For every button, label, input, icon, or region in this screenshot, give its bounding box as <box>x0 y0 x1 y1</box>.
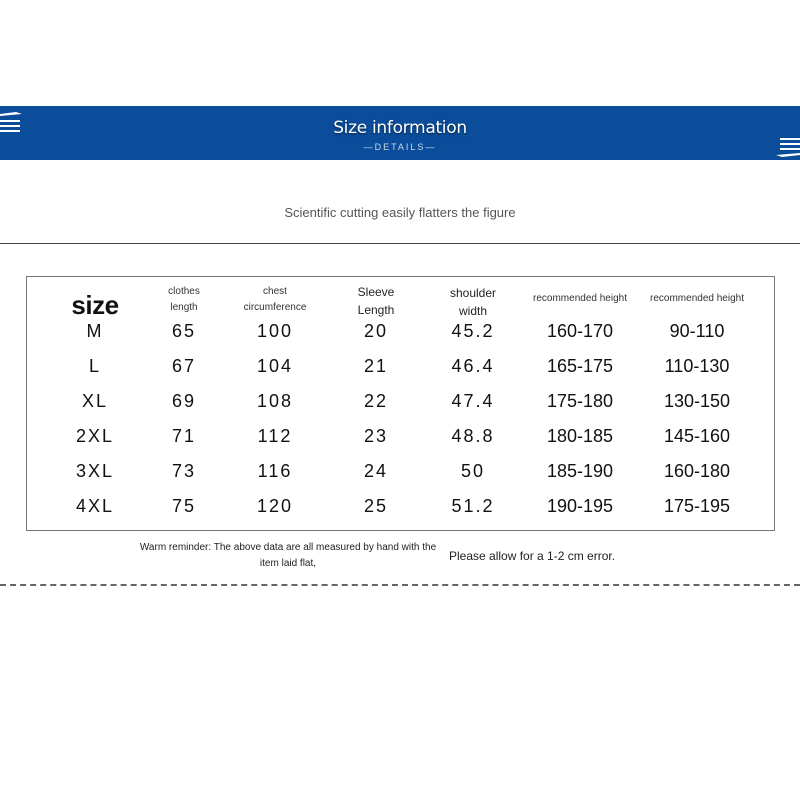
cell-height-1: 180-185 <box>546 426 614 446</box>
cell-height-2: 175-195 <box>663 496 731 516</box>
cell-size: 4XL <box>75 496 115 516</box>
header-height-1: recommended height <box>533 293 627 304</box>
stripes-right-icon <box>776 136 800 160</box>
cell-clothes-length: 65 <box>171 321 197 341</box>
cell-size: L <box>88 356 102 376</box>
cell-height-2: 145-160 <box>663 426 731 446</box>
header-height-2: recommended height <box>650 293 744 304</box>
cell-chest: 104 <box>256 356 294 376</box>
header-sleeve: Sleeve Length <box>357 285 395 317</box>
cell-clothes-length: 73 <box>171 461 197 481</box>
cell-size: XL <box>81 391 109 411</box>
cell-sleeve: 22 <box>363 391 389 411</box>
dashed-divider <box>0 584 800 586</box>
cell-height-1: 175-180 <box>546 391 614 411</box>
cell-height-1: 165-175 <box>546 356 614 376</box>
cell-shoulder: 45.2 <box>451 321 495 341</box>
cell-height-1: 185-190 <box>546 461 614 481</box>
header-chest: chest circumference <box>243 286 307 313</box>
cell-height-2: 90-110 <box>669 321 725 341</box>
cell-shoulder: 51.2 <box>451 496 495 516</box>
header-clothes-length: clothes length <box>168 286 200 313</box>
cell-sleeve: 24 <box>363 461 389 481</box>
header-shoulder: shoulder width <box>449 286 497 318</box>
divider-line <box>0 243 800 244</box>
header-banner <box>0 106 800 160</box>
cell-height-2: 160-180 <box>663 461 731 481</box>
cell-chest: 108 <box>256 391 294 411</box>
page-subtitle: —DETAILS— <box>363 142 437 152</box>
cell-sleeve: 21 <box>363 356 389 376</box>
cell-clothes-length: 69 <box>171 391 197 411</box>
cell-height-2: 110-130 <box>664 356 730 376</box>
cell-shoulder: 46.4 <box>451 356 495 376</box>
tagline: Scientific cutting easily flatters the figure <box>284 205 516 220</box>
cell-chest: 120 <box>256 496 294 516</box>
cell-size: 2XL <box>75 426 115 446</box>
cell-chest: 116 <box>257 461 293 481</box>
size-table <box>26 276 775 531</box>
cell-chest: 100 <box>256 321 294 341</box>
cell-clothes-length: 75 <box>171 496 197 516</box>
cell-size: 3XL <box>75 461 115 481</box>
cell-sleeve: 20 <box>363 321 389 341</box>
cell-chest: 112 <box>257 426 293 446</box>
cell-clothes-length: 71 <box>171 426 197 446</box>
cell-height-1: 160-170 <box>546 321 614 341</box>
cell-shoulder: 47.4 <box>451 391 495 411</box>
cell-shoulder: 48.8 <box>451 426 495 446</box>
cell-clothes-length: 67 <box>171 356 197 376</box>
cell-sleeve: 25 <box>363 496 389 516</box>
header-size: size <box>71 290 119 320</box>
error-allowance: Please allow for a 1-2 cm error. <box>449 549 616 563</box>
warm-reminder: Warm reminder: The above data are all measured by hand with the item laid flat, <box>139 542 437 569</box>
cell-height-1: 190-195 <box>546 496 614 516</box>
cell-sleeve: 23 <box>363 426 389 446</box>
cell-height-2: 130-150 <box>663 391 731 411</box>
cell-size: M <box>86 321 104 341</box>
cell-shoulder: 50 <box>460 461 486 481</box>
page-title: Size information <box>333 118 467 138</box>
